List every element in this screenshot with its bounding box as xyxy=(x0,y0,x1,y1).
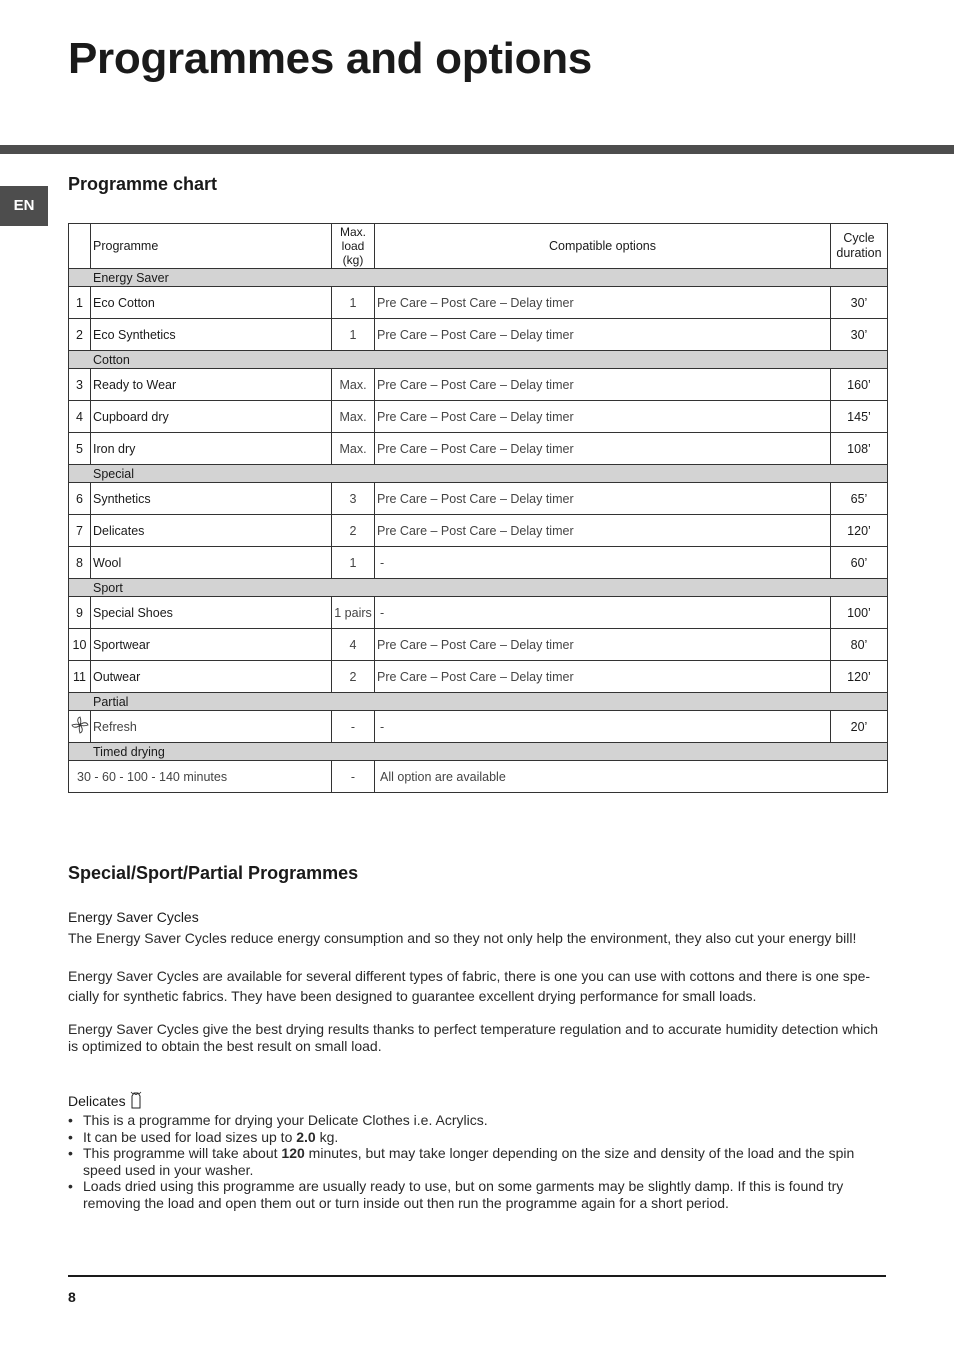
cell-number: 10 xyxy=(69,629,91,661)
table-row xyxy=(69,597,888,629)
group-row xyxy=(69,465,888,483)
cell-compatible-options: Pre Care – Post Care – Delay timer xyxy=(375,629,831,661)
cell-compatible-options: Pre Care – Post Care – Delay timer xyxy=(375,433,831,465)
group-row xyxy=(69,743,888,761)
cell-programme: Eco Synthetics xyxy=(91,319,332,351)
table-row xyxy=(69,711,888,743)
cell-compatible-options: Pre Care – Post Care – Delay timer xyxy=(375,661,831,693)
table-header-row xyxy=(69,224,888,269)
cell-compatible-options: - xyxy=(375,547,831,579)
group-label: Timed drying xyxy=(69,743,888,761)
cell-programme: Special Shoes xyxy=(91,597,332,629)
cell-number: 3 xyxy=(69,369,91,401)
cell-programme: Iron dry xyxy=(91,433,332,465)
cell-cycle-duration: 60’ xyxy=(831,547,888,579)
list-item: • Loads dried using this programme are usually ready to use, but on some garments may be slightly damp. If this is found try removing the load and open them out or turn inside out then run the programme again for a short period. xyxy=(68,1178,858,1211)
cell-programme: Eco Cotton xyxy=(91,287,332,319)
header-num xyxy=(69,224,91,269)
cell-programme: Synthetics xyxy=(91,483,332,515)
cell-number: 6 xyxy=(69,483,91,515)
table-row xyxy=(69,661,888,693)
page-title: Programmes and options xyxy=(68,34,592,83)
cell-number: 4 xyxy=(69,401,91,433)
cell-max-load: Max. xyxy=(332,369,375,401)
cell-max-load: 3 xyxy=(332,483,375,515)
group-label: Partial xyxy=(69,693,888,711)
table-row xyxy=(69,515,888,547)
page-number: 8 xyxy=(68,1289,76,1305)
cell-programme: Cupboard dry xyxy=(91,401,332,433)
refresh-fan-icon xyxy=(71,716,89,737)
cell-programme: Refresh xyxy=(91,711,332,743)
table-row xyxy=(69,629,888,661)
cell-compatible-options: Pre Care – Post Care – Delay timer xyxy=(375,515,831,547)
cell-max-load: 4 xyxy=(332,629,375,661)
energy-saver-paragraph-1: The Energy Saver Cycles reduce energy consumption and so they not only help the environment, they also cut your energy bill! xyxy=(68,930,857,946)
cell-cycle-duration: 160’ xyxy=(831,369,888,401)
delicates-title-row xyxy=(68,1091,143,1112)
cell-cycle-duration: 30’ xyxy=(831,287,888,319)
cell-cycle-duration: 120’ xyxy=(831,661,888,693)
header-programme: Programme xyxy=(91,224,332,269)
cell-programme: Wool xyxy=(91,547,332,579)
table-row xyxy=(69,483,888,515)
cell-programme: Outwear xyxy=(91,661,332,693)
cell-cycle-duration: 120’ xyxy=(831,515,888,547)
cell-max-load: 2 xyxy=(332,515,375,547)
cell-compatible-options: Pre Care – Post Care – Delay timer xyxy=(375,369,831,401)
cell-cycle-duration: 20’ xyxy=(831,711,888,743)
cell-max-load: 1 xyxy=(332,547,375,579)
cell-max-load: Max. xyxy=(332,433,375,465)
table-row xyxy=(69,319,888,351)
energy-saver-title: Energy Saver Cycles xyxy=(68,909,199,925)
cell-programme: Sportwear xyxy=(91,629,332,661)
group-row xyxy=(69,351,888,369)
group-row xyxy=(69,269,888,287)
group-label: Energy Saver xyxy=(69,269,888,287)
delicates-bullet-list xyxy=(68,1112,858,1211)
cell-max-load: 1 xyxy=(332,287,375,319)
group-label: Sport xyxy=(69,579,888,597)
cell-number: 8 xyxy=(69,547,91,579)
cell-compatible-options: All option are available xyxy=(375,761,888,793)
header-compatible-options: Compatible options xyxy=(375,224,831,269)
group-row xyxy=(69,579,888,597)
group-label: Special xyxy=(69,465,888,483)
cell-compatible-options: Pre Care – Post Care – Delay timer xyxy=(375,287,831,319)
cell-number: 7 xyxy=(69,515,91,547)
energy-saver-paragraph-3: Energy Saver Cycles give the best drying results thanks to perfect temperature regulation and to accurate humidity detection which is optimized to obtain the best result on small load. xyxy=(68,1021,879,1054)
cell-compatible-options: - xyxy=(375,711,831,743)
list-item: • This is a programme for drying your Delicate Clothes i.e. Acrylics. xyxy=(68,1112,858,1129)
cell-max-load: Max. xyxy=(332,401,375,433)
table-row xyxy=(69,547,888,579)
cell-number: 5 xyxy=(69,433,91,465)
cell-cycle-duration: 65’ xyxy=(831,483,888,515)
table-row xyxy=(69,761,888,793)
cell-compatible-options: - xyxy=(375,597,831,629)
cell-cycle-duration: 80’ xyxy=(831,629,888,661)
group-label: Cotton xyxy=(69,351,888,369)
cell-cycle-duration: 145’ xyxy=(831,401,888,433)
header-rule xyxy=(0,145,954,154)
list-item: • This programme will take about 120 minutes, but may take longer depending on the size and density of the load and the spin speed used in your washer. xyxy=(68,1145,858,1178)
cell-number: 11 xyxy=(69,661,91,693)
table-row xyxy=(69,287,888,319)
table-row xyxy=(69,433,888,465)
group-row xyxy=(69,693,888,711)
programme-chart-table xyxy=(68,223,888,793)
header-max-load: Max. load (kg) xyxy=(332,224,375,269)
special-programmes-heading: Special/Sport/Partial Programmes xyxy=(68,863,359,883)
cell-cycle-duration: 108’ xyxy=(831,433,888,465)
language-tab: EN xyxy=(0,186,48,226)
cell-compatible-options: Pre Care – Post Care – Delay timer xyxy=(375,401,831,433)
cell-compatible-options: Pre Care – Post Care – Delay timer xyxy=(375,319,831,351)
cell-programme: 30 - 60 - 100 - 140 minutes xyxy=(69,761,332,793)
cell-max-load: - xyxy=(332,711,375,743)
footer-rule xyxy=(68,1275,886,1277)
delicates-garment-icon xyxy=(129,1091,143,1112)
cell-number: 1 xyxy=(69,287,91,319)
cell-number: 2 xyxy=(69,319,91,351)
programme-chart-heading: Programme chart xyxy=(68,174,218,194)
cell-programme: Delicates xyxy=(91,515,332,547)
table-row xyxy=(69,401,888,433)
cell-max-load: 2 xyxy=(332,661,375,693)
cell-cycle-duration: 30’ xyxy=(831,319,888,351)
cell-programme: Ready to Wear xyxy=(91,369,332,401)
energy-saver-paragraph-2: Energy Saver Cycles are available for several different types of fabric, there is one you can use with cottons and there is one spe-cially for synthetic fabrics. They have been designed to guarantee excellent drying performance for small loads. xyxy=(68,968,871,1004)
cell-number: 9 xyxy=(69,597,91,629)
cell-max-load: - xyxy=(332,761,375,793)
table-row xyxy=(69,369,888,401)
list-item: • It can be used for load sizes up to 2.0 kg. xyxy=(68,1129,858,1146)
header-cycle-duration: Cycle duration xyxy=(831,224,888,269)
cell-max-load: 1 pairs xyxy=(332,597,375,629)
delicates-title: Delicates xyxy=(68,1093,126,1109)
cell-max-load: 1 xyxy=(332,319,375,351)
cell-compatible-options: Pre Care – Post Care – Delay timer xyxy=(375,483,831,515)
table-body xyxy=(69,269,888,793)
cell-cycle-duration: 100’ xyxy=(831,597,888,629)
cell-number xyxy=(69,711,91,743)
